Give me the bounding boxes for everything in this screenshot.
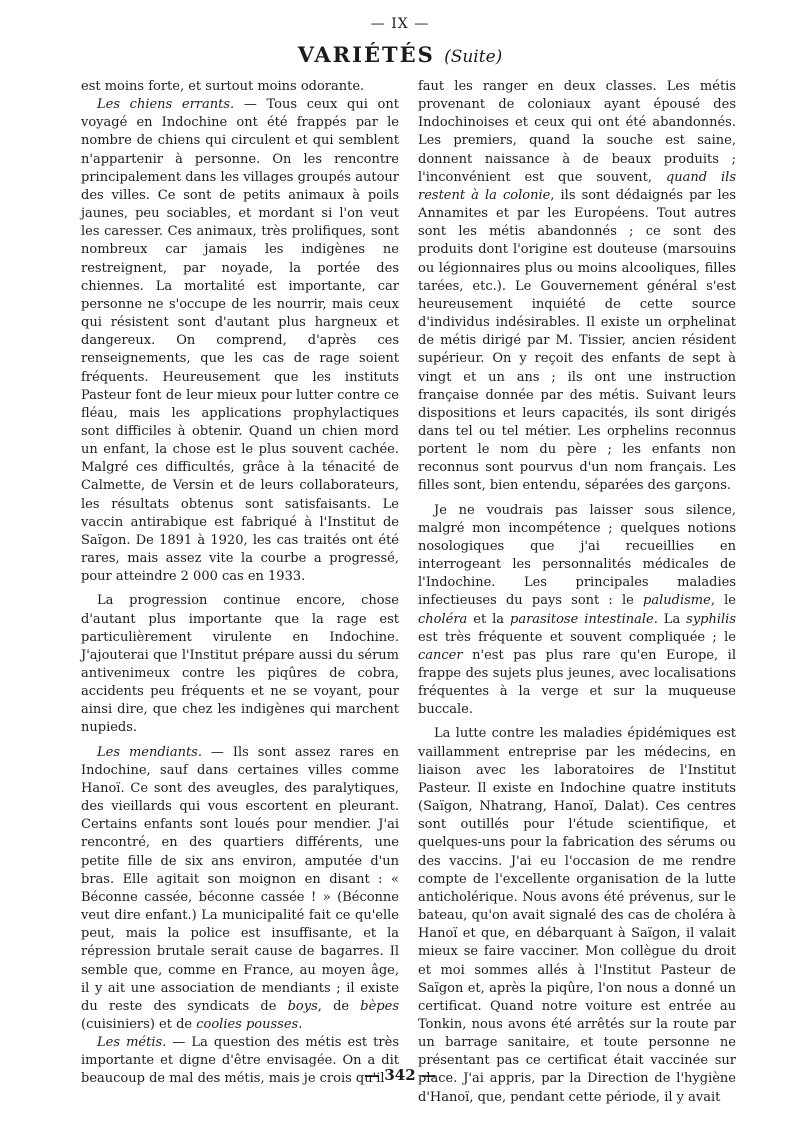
text-chiens-errants: — Tous ceux qui ont voyagé en Indochine ont été frappés par le nombre de chiens qui circulent et qui semblent n'appartenir à personne. On les rencontre principalement dans les villages groupés autour des villes. Ce sont de petits animaux à poils jaunes, peu sociables, et mordant si l'on veut les caresser. Ces animaux, très prolifiques, sont nombreux car jamais les indigènes ne restreignent, par noyade, la portée des chiennes. La mortalité est importante, car personne ne s'occupe de les nourrir, mais ceux qui résistent sont d'autant plus hargneux et dangereux. On comprend, d'après ces renseignements, que les cas de rage soient fréquents. Heureusement que les instituts Pasteur font de leur mieux pour lutter contre ce fléau, mais les applications prophylactiques sont difficiles à obtenir. Quand un chien mord un enfant, la chose est le plus souvent cachée. Malgré ces difficultés, grâce à la ténacité de Calmette, de Versin et de leurs collaborateurs, les résultats obtenus sont satisfaisants. Le vaccin antirabique est fabriqué à l'Institut de Saïgon. De 1891 à 1920, les cas traités ont été rares, mais assez vite la courbe a progressé, pour atteindre 2 000 cas en 1933. bbox=[81, 97, 399, 585]
page-number: — 342 — bbox=[364, 1066, 436, 1084]
text-comma-de: , de bbox=[317, 998, 361, 1014]
text-mendiants: — Ils sont assez rares en Indochine, sauf dans certaines villes comme Hanoï. Ce sont des aveugles, des paralytiques, des vieillards qui vous escortent en pleurant. Certains enfants sont loués pour mendier. J'ai rencontré, en des quartiers différents, une petite fille de six ans environ, amputée d'un bras. Elle agitait son moignon en disant : « Béconne cassée, béconne cassée ! » (Béconne veut dire enfant.) La municipalité fait ce qu'elle peut, mais la police est insuffisante, et la répression brutale serait cause de bagarres. Il semble que, comme en France, au moyen âge, il y ait une association de mendiants ; il existe du reste des syndicats de bbox=[81, 744, 399, 1014]
term-bepes: bèpes bbox=[360, 998, 399, 1014]
text-nosologie-e: est très fréquente et souvent compliquée ; le bbox=[418, 629, 736, 645]
paragraph-metis-continued bbox=[418, 78, 736, 496]
section-title bbox=[0, 42, 800, 67]
paragraph-progression: La progression continue encore, chose d'autant plus importante que la rage est particulièrement virulente en Indochine. J'ajouterai que l'Institut prépare aussi du sérum antivenimeux contre les piqûres de cobra, accidents peu fréquents et ne se voyant, pour ainsi dire, que chez les indigènes qui marchent nupieds. bbox=[81, 593, 399, 736]
page-roman-numeral: — IX — bbox=[370, 16, 430, 32]
term-paludisme: paludisme bbox=[643, 593, 711, 609]
term-parasitose: parasitose intestinale bbox=[510, 611, 654, 627]
lead-mendiants: Les mendiants. bbox=[97, 744, 202, 760]
text-nosologie-a: Je ne voudrais pas laisser sous silence, malgré mon incompétence ; quelques notions nosologiques que j'ai recueillies en interrogeant les personnalités médicales de l'Indochine. Les principales maladies infectieuses du pays sont : le bbox=[418, 502, 736, 609]
text-nosologie-c: et la bbox=[467, 611, 510, 627]
text-period: . bbox=[298, 1016, 303, 1032]
text-metis-b: , ils sont dédaignés par les Annamites et par les Européens. Tout autres sont les métis abandonnés ; ce sont des produits dont l'origine est douteuse (marsouins ou légionnaires plus ou moins alcooliques, filles tarées, etc.). Le Gouvernement général s'est heureusement inquiété de cette source d'individus indésirables. Il existe un orphelinat de métis dirigé par M. Tissier, ancien résident supérieur. On y reçoit des enfants de sept à vingt et un ans ; ils ont une instruction française donnée par des métis. Suivant leurs dispositions et leurs capacités, ils sont dirigés dans tel ou tel métier. Les orphelins reconnus portent le nom du père ; les enfants non reconnus sont pourvus d'un nom français. Les filles sont, bien entendu, séparées des garçons. bbox=[418, 187, 736, 494]
text-metis-start: — La question des métis est très importante et digne d'être envisagée. On a dit beaucoup de mal des métis, mais je crois qu'il bbox=[81, 1035, 399, 1087]
text-nosologie-f: n'est pas plus rare qu'en Europe, il frappe des sujets plus jeunes, avec localisations fréquentes à la verge et sur la muqueuse buccale. bbox=[418, 647, 736, 718]
lead-metis: Les métis. bbox=[97, 1035, 167, 1051]
paragraph-mendiants bbox=[81, 744, 399, 1035]
right-column bbox=[418, 78, 736, 1107]
paragraph-nosologie bbox=[418, 502, 736, 720]
term-cholera: choléra bbox=[418, 611, 468, 627]
lead-chiens-errants: Les chiens errants. bbox=[97, 97, 235, 113]
text-nosologie-b: , le bbox=[710, 593, 736, 609]
term-coolies-pousses: coolies pousses bbox=[196, 1016, 299, 1032]
text-cuisiniers: (cuisiniers) et de bbox=[81, 1016, 197, 1032]
term-cancer: cancer bbox=[418, 647, 463, 663]
paragraph-chiens-errants bbox=[81, 96, 399, 586]
paragraph-continuation: est moins forte, et surtout moins odorante. bbox=[81, 79, 365, 94]
section-title-main: VARIÉTÉS bbox=[297, 42, 435, 67]
text-nosologie-d: . La bbox=[653, 611, 687, 627]
section-title-suffix: (Suite) bbox=[444, 47, 503, 67]
term-boys: boys bbox=[287, 998, 318, 1014]
emphasis-colonie: quand ils restent à la colonie bbox=[418, 169, 736, 203]
paragraph-lutte-epidemies: La lutte contre les maladies épidémiques est vaillamment entreprise par les médecins, en liaison avec les laboratoires de l'Institut Pasteur. Il existe en Indochine quatre instituts (Saïgon, Nhatrang, Hanoï, Dalat). Ces centres sont outillés pour l'étude scientifique, et quelques-uns pour la fabrication des sérums ou des vaccins. J'ai eu l'occasion de me rendre compte de l'excellente organisation de la lutte anticholérique. Nous avons été prévenus, sur le bateau, qu'on avait signalé des cas de choléra à Hanoï et que, en débarquant à Saïgon, il valait mieux se faire vacciner. Mon collègue du droit et moi sommes allés à l'Institut Pasteur de Saïgon et, après la piqûre, l'on nous a donné un certificat. Quand notre voiture est entrée au Tonkin, nous avons été arrêtés sur la route par un barrage sanitaire, et toute personne ne présentant pas ce certificat était vaccinée sur place. J'ai appris, par la Direction de l'hygiène d'Hanoï, que, pendant cette période, il y avait bbox=[418, 726, 736, 1105]
text-metis-a: faut les ranger en deux classes. Les métis provenant de coloniaux ayant épousé des Indochinoises et ceux qui ont été abandonnés. Les premiers, quand la souche est saine, donnent naissance à de beaux produits ; l'inconvénient est que souvent, bbox=[418, 79, 736, 185]
term-syphilis: syphilis bbox=[686, 611, 737, 627]
left-column bbox=[81, 78, 399, 1089]
